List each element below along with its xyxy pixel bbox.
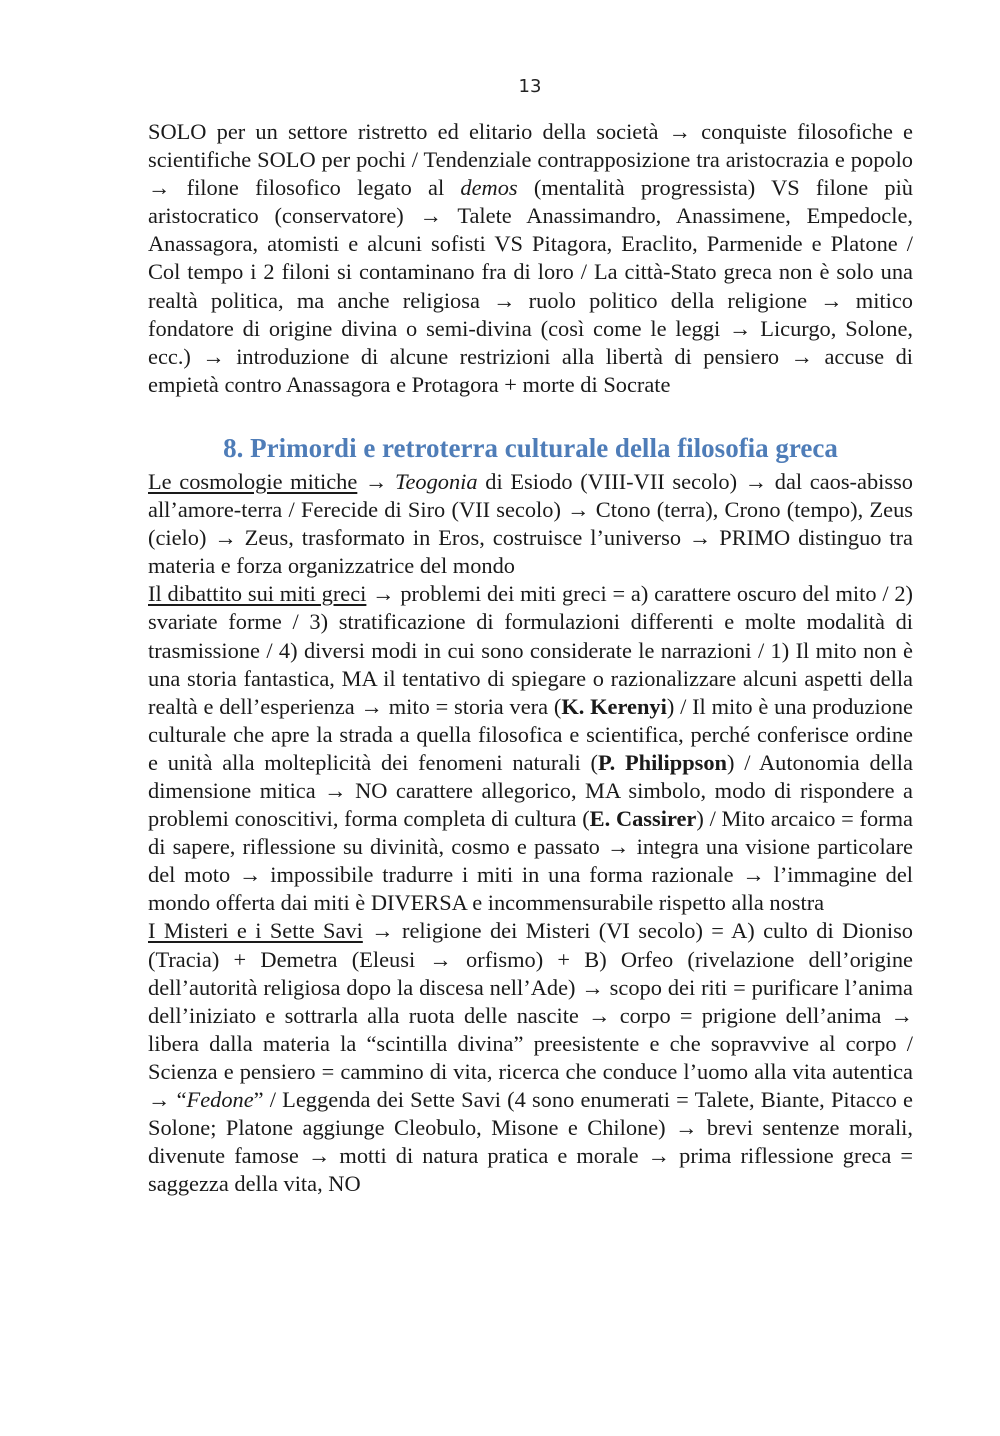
intro-paragraph bbox=[148, 118, 913, 399]
dibattito-paragraph bbox=[148, 580, 913, 917]
teogonia-title: Teogonia bbox=[395, 468, 478, 494]
cosmologie-paragraph bbox=[148, 468, 913, 580]
misteri-paragraph bbox=[148, 917, 913, 1198]
section-title: 8. Primordi e retroterra culturale della filosofia greca bbox=[223, 432, 838, 463]
misteri-text-2: ” / Leggenda dei Sette Savi (4 sono enumerati = Talete, Biante, Pitacco e Solone; Platone aggiunge Cleobulo, Misone e Chilone) → brevi sentenze morali, divenute famose → motti di natura pratica e morale → prima riflessione greca = saggezza della vita, NO bbox=[148, 1087, 913, 1197]
intro-text-rest: (mentalità progressista) VS filone più aristocratico (conservatore) → Talete Anassimandro, Anassimene, Empedocle, Anassagora, atomisti e alcuni sofisti VS Pitagora, Eraclito, Parmenide e Platone / Col tempo i 2 filoni si contaminano fra di loro / La città-Stato greca non è solo una realtà politica, ma anche religiosa → ruolo politico della religione → mitico fondatore di origine divina o semi-divina (così come le leggi → Licurgo, Solone, ecc.) → introduzione di alcune restrizioni alla libertà di pensiero → accuse di empietà contro Anassagora e Protagora + morte di Socrate bbox=[148, 175, 913, 397]
dibattito-label: Il dibattito sui miti greci bbox=[148, 581, 367, 607]
author-philippson: P. Philippson bbox=[597, 749, 728, 775]
page-number: 13 bbox=[518, 76, 542, 97]
author-kerenyi: K. Kerenyi bbox=[561, 693, 667, 719]
misteri-text-1: → religione dei Misteri (VI secolo) = A) culto di Dioniso (Tracia) + Demetra (Eleusi → orfismo) + B) Orfeo (rivelazione dell’origine dell’autorità religiosa dopo la discesa nell’Ade) → scopo dei riti = purificare l’anima dell’iniziato e sottrarla alla ruota delle nascite → corpo = prigione dell’anima → libera dalla materia la “scintilla divina” preesistente e che sopravvive al corpo / Scienza e pensiero = cammino di vita, ricerca che conduce l’uomo alla vita autentica → “ bbox=[148, 918, 913, 1112]
dibattito-text-3: ) / Autonomia della dimensione mitica → NO carattere allegorico, MA simbolo, modo di rispondere a problemi conoscitivi, forma completa di cultura ( bbox=[148, 749, 913, 832]
dibattito-text-1: → problemi dei miti greci = a) carattere oscuro del mito / 2) svariate forme / 3) stratificazione di formulazioni differenti e molte modalità di trasmissione / 4) diversi modi in cui sono considerate le narrazioni / 1) Il mito non è una storia fantastica, MA il tentativo di spiegare o razionalizzare alcuni aspetti della realtà e dell’esperienza → mito = storia vera ( bbox=[148, 581, 913, 719]
page-body bbox=[148, 118, 913, 1198]
fedone-title: Fedone bbox=[186, 1087, 254, 1112]
misteri-label: I Misteri e i Sette Savi bbox=[148, 918, 363, 944]
dibattito-text-4: ) / Mito arcaico = forma di sapere, riflessione su divinità, cosmo e passato → integra una visione particolare del moto → impossibile tradurre i miti in una forma razionale → l’immagine del mondo offerta dai miti è DIVERSA e incommensurabile rispetto alla nostra bbox=[148, 806, 913, 916]
demos-term: demos bbox=[460, 175, 518, 201]
dibattito-text-2: ) / Il mito è una produzione culturale che apre la strada a quella filosofica e scientifica, perché conferisce ordine e unità alla molteplicità dei fenomeni naturali ( bbox=[148, 693, 913, 775]
author-cassirer: E. Cassirer bbox=[589, 806, 697, 832]
cosmologie-text-1: → bbox=[357, 468, 396, 494]
intro-text: SOLO per un settore ristretto ed elitario della società → conquiste filosofiche e scientifiche SOLO per pochi / Tendenziale contrapposizione tra aristocrazia e popolo → filone filosofico legato al bbox=[148, 119, 913, 201]
cosmologie-text-2: di Esiodo (VIII-VII secolo) → dal caos-abisso all’amore-terra / Ferecide di Siro (VII secolo) → Ctono (terra), Crono (tempo), Zeus (cielo) → Zeus, trasformato in Eros, costruisce l’universo → PRIMO distinguo tra materia e forza organizzatrice del mondo bbox=[148, 468, 913, 579]
cosmologie-label: Le cosmologie mitiche bbox=[148, 468, 358, 494]
